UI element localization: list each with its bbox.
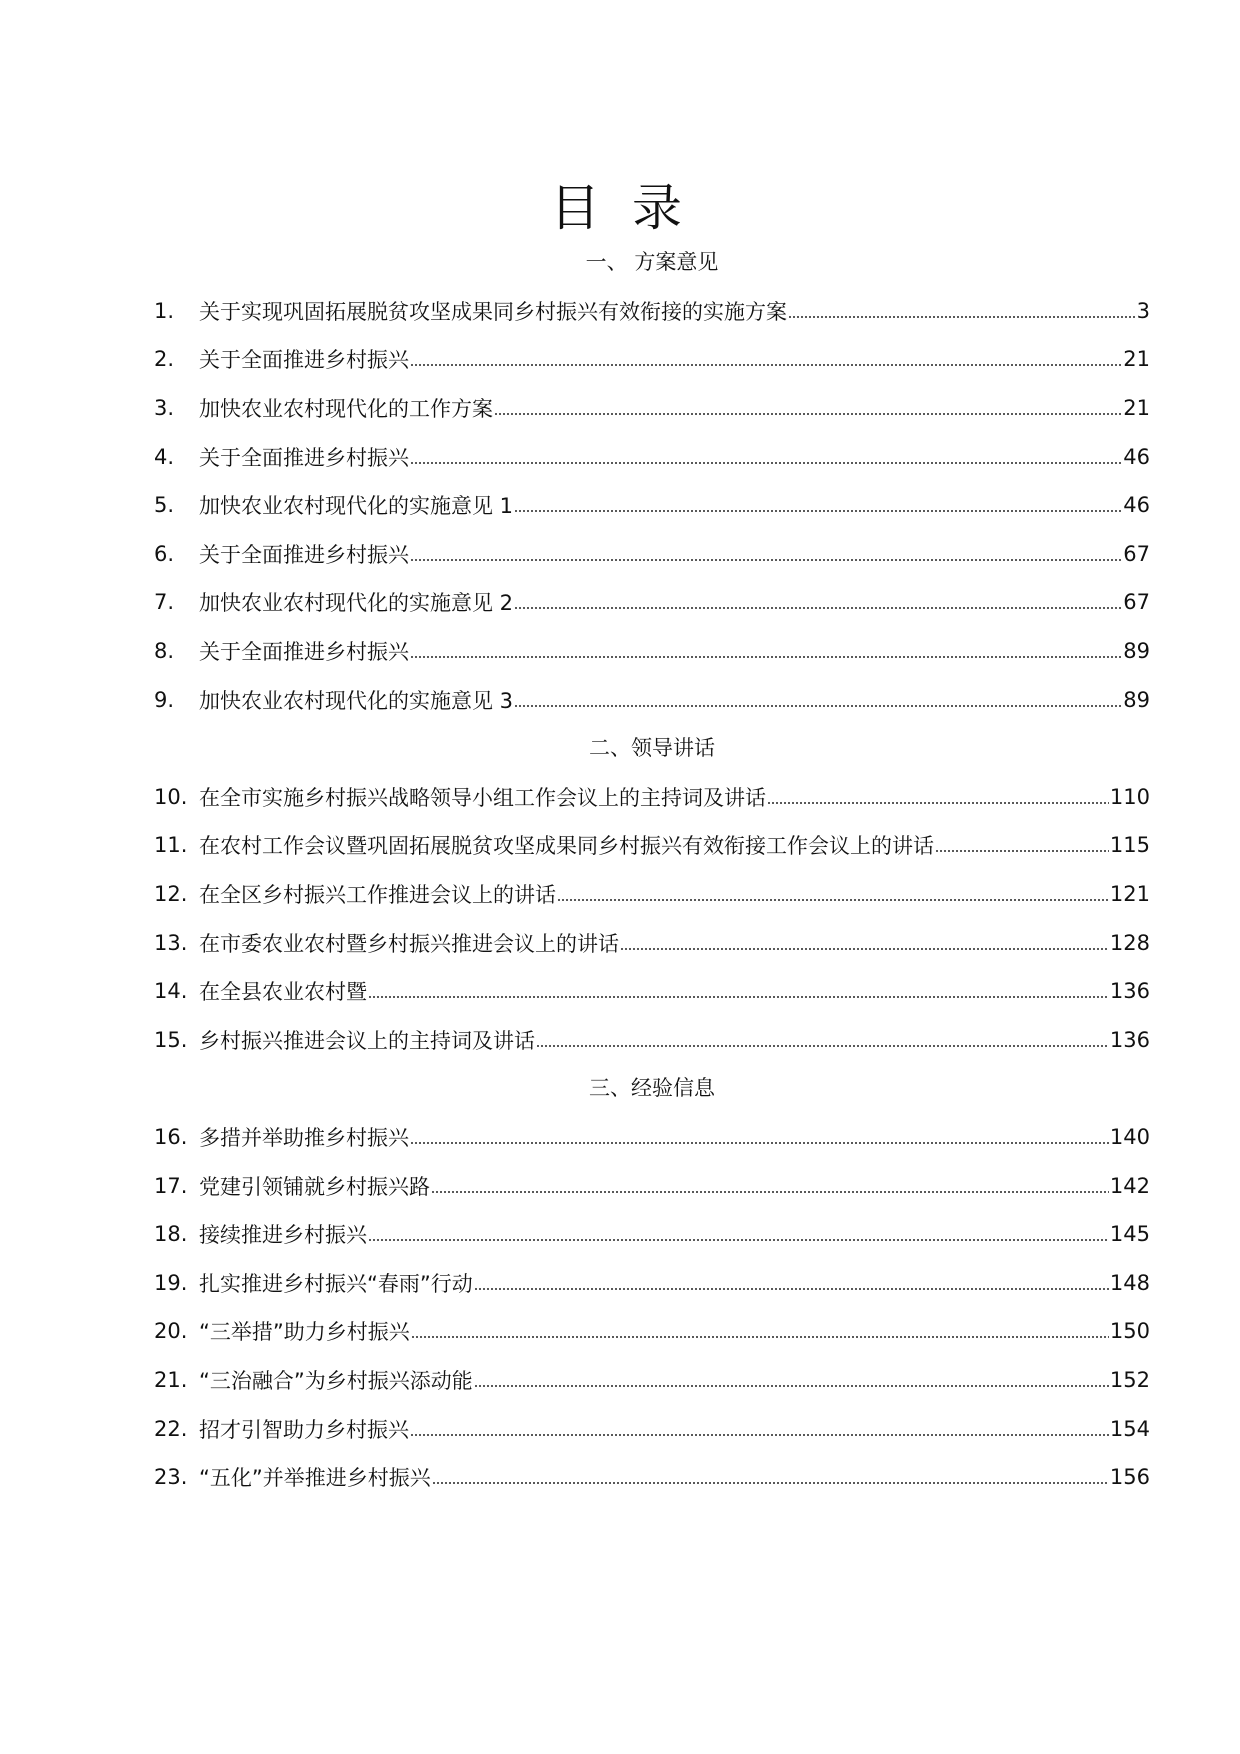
toc-entry[interactable]	[154, 384, 1150, 433]
toc-entry-number: 11.	[154, 833, 188, 858]
toc-entry-page-number: 136	[1109, 979, 1150, 1004]
toc-entry-page-number: 89	[1123, 687, 1150, 712]
toc-entry-title: 扎实推进乡村振兴“春雨”行动	[199, 1271, 473, 1296]
toc-entry[interactable]	[154, 1356, 1150, 1405]
dot-leader	[514, 607, 1122, 609]
toc-entry-number: 13.	[154, 930, 188, 955]
toc-entry-number: 12.	[154, 882, 188, 907]
toc-entry-title: 加快农业农村现代化的实施意见 3	[199, 688, 514, 713]
toc-entry-title: “三治融合”为乡村振兴添动能	[199, 1368, 473, 1393]
section-heading: 一、 方案意见	[585, 250, 719, 274]
toc-entry-title: 招才引智助力乡村振兴	[199, 1417, 409, 1442]
toc-entry-page-number: 21	[1123, 396, 1150, 421]
toc-entry-title: 乡村振兴推进会议上的主持词及讲话	[199, 1028, 535, 1053]
section-heading: 二、领导讲话	[589, 735, 715, 760]
dot-leader	[410, 462, 1122, 464]
dot-leader	[494, 413, 1122, 415]
toc-entry[interactable]	[154, 1210, 1150, 1259]
dot-leader	[474, 1288, 1109, 1290]
toc-entry-number: 15.	[154, 1027, 188, 1052]
toc-entry[interactable]	[154, 335, 1150, 384]
toc-entry-number: 1.	[154, 298, 175, 323]
dot-leader	[514, 510, 1122, 512]
toc-entry-page-number: 150	[1109, 1319, 1150, 1344]
toc-entry-title: 在全县农业农村暨	[199, 980, 367, 1005]
toc-entry-page-number: 3	[1136, 298, 1150, 323]
toc-entry[interactable]	[154, 870, 1150, 919]
toc-entry-page-number: 121	[1109, 882, 1150, 907]
toc-entry[interactable]	[154, 967, 1150, 1016]
dot-leader	[788, 316, 1136, 318]
toc-entry-page-number: 140	[1109, 1124, 1150, 1149]
toc-entry[interactable]	[154, 1113, 1150, 1162]
toc-entry-title: 接续推进乡村振兴	[199, 1223, 367, 1248]
toc-entry-number: 7.	[154, 590, 175, 615]
toc-entry-number: 22.	[154, 1416, 188, 1441]
toc-entry-page-number: 89	[1123, 639, 1150, 664]
dot-leader	[767, 802, 1109, 804]
toc-entry-number: 17.	[154, 1173, 188, 1198]
toc-entry[interactable]	[154, 530, 1150, 579]
toc-entry-number: 23.	[154, 1465, 188, 1490]
toc-entry-number: 19.	[154, 1270, 188, 1295]
dot-leader	[410, 364, 1122, 366]
toc-entry-page-number: 145	[1109, 1222, 1150, 1247]
toc-entry-title: 在全市实施乡村振兴战略领导小组工作会议上的主持词及讲话	[199, 785, 766, 810]
dot-leader	[410, 559, 1122, 561]
toc-entry[interactable]	[154, 578, 1150, 627]
section-heading: 三、经验信息	[589, 1076, 715, 1101]
toc-entry[interactable]	[154, 1161, 1150, 1210]
toc-entry-number: 3.	[154, 396, 175, 421]
toc-entry[interactable]	[154, 1258, 1150, 1307]
toc-entry[interactable]	[154, 1016, 1150, 1065]
toc-entry[interactable]	[154, 675, 1150, 724]
toc-entry-title: 加快农业农村现代化的工作方案	[199, 397, 493, 422]
toc-entry-title: “五化”并举推进乡村振兴	[199, 1466, 431, 1491]
dot-leader	[536, 1045, 1109, 1047]
dot-leader	[514, 705, 1122, 707]
toc-entry-page-number: 152	[1109, 1367, 1150, 1392]
toc-entry-title: “三举措”助力乡村振兴	[199, 1320, 410, 1345]
dot-leader	[557, 899, 1109, 901]
toc-entry-title: 在市委农业农村暨乡村振兴推进会议上的讲话	[199, 931, 619, 956]
toc-entry-number: 9.	[154, 687, 175, 712]
toc-entry-number: 21.	[154, 1367, 188, 1392]
table-of-contents	[154, 238, 1150, 1501]
dot-leader	[432, 1482, 1109, 1484]
toc-entry-number: 5.	[154, 493, 175, 518]
toc-entry[interactable]	[154, 773, 1150, 822]
toc-entry[interactable]	[154, 821, 1150, 870]
toc-entry-page-number: 115	[1109, 833, 1150, 858]
dot-leader	[410, 656, 1122, 658]
toc-entry-page-number: 67	[1123, 590, 1150, 615]
toc-entry-number: 18.	[154, 1222, 188, 1247]
toc-entry[interactable]	[154, 287, 1150, 336]
toc-entry-page-number: 67	[1123, 541, 1150, 566]
toc-entry-title: 关于全面推进乡村振兴	[199, 640, 409, 665]
toc-entry[interactable]	[154, 481, 1150, 530]
dot-leader	[431, 1191, 1109, 1193]
toc-entry[interactable]	[154, 918, 1150, 967]
toc-entry-page-number: 142	[1109, 1173, 1150, 1198]
toc-entry-title: 加快农业农村现代化的实施意见 1	[199, 494, 514, 519]
toc-entry[interactable]	[154, 1307, 1150, 1356]
dot-leader	[620, 948, 1109, 950]
toc-entry-page-number: 136	[1109, 1027, 1150, 1052]
toc-entry-title: 多措并举助推乡村振兴	[199, 1125, 409, 1150]
toc-entry-title: 党建引领铺就乡村振兴路	[199, 1174, 430, 1199]
toc-entry-number: 8.	[154, 639, 175, 664]
dot-leader	[474, 1385, 1109, 1387]
toc-entry-number: 14.	[154, 979, 188, 1004]
toc-entry-page-number: 156	[1109, 1465, 1150, 1490]
toc-entry[interactable]	[154, 1453, 1150, 1502]
toc-entry-page-number: 46	[1123, 493, 1150, 518]
toc-entry[interactable]	[154, 1404, 1150, 1453]
toc-entry-title: 在全区乡村振兴工作推进会议上的讲话	[199, 883, 556, 908]
toc-entry-title: 在农村工作会议暨巩固拓展脱贫攻坚成果同乡村振兴有效衔接工作会议上的讲话	[199, 834, 934, 859]
toc-entry-title: 关于全面推进乡村振兴	[199, 348, 409, 373]
toc-entry-page-number: 128	[1109, 930, 1150, 955]
toc-entry[interactable]	[154, 432, 1150, 481]
toc-entry-page-number: 154	[1109, 1416, 1150, 1441]
page-title: 目 录	[550, 179, 690, 237]
toc-entry-title: 加快农业农村现代化的实施意见 2	[199, 591, 514, 616]
dot-leader	[368, 996, 1109, 998]
toc-entry-title: 关于全面推进乡村振兴	[199, 445, 409, 470]
toc-entry-number: 20.	[154, 1319, 188, 1344]
toc-entry-number: 16.	[154, 1124, 188, 1149]
dot-leader	[411, 1336, 1109, 1338]
toc-entry-page-number: 110	[1109, 784, 1150, 809]
toc-entry[interactable]	[154, 627, 1150, 676]
toc-entry-number: 4.	[154, 444, 175, 469]
toc-entry-number: 10.	[154, 784, 188, 809]
dot-leader	[935, 850, 1109, 852]
toc-entry-page-number: 46	[1123, 444, 1150, 469]
toc-entry-page-number: 148	[1109, 1270, 1150, 1295]
toc-entry-number: 6.	[154, 541, 175, 566]
toc-entry-title: 关于实现巩固拓展脱贫攻坚成果同乡村振兴有效衔接的实施方案	[199, 299, 787, 324]
dot-leader	[410, 1142, 1109, 1144]
dot-leader	[368, 1239, 1109, 1241]
dot-leader	[410, 1434, 1109, 1436]
toc-entry-title: 关于全面推进乡村振兴	[199, 542, 409, 567]
toc-entry-page-number: 21	[1123, 347, 1150, 372]
toc-entry-number: 2.	[154, 347, 175, 372]
